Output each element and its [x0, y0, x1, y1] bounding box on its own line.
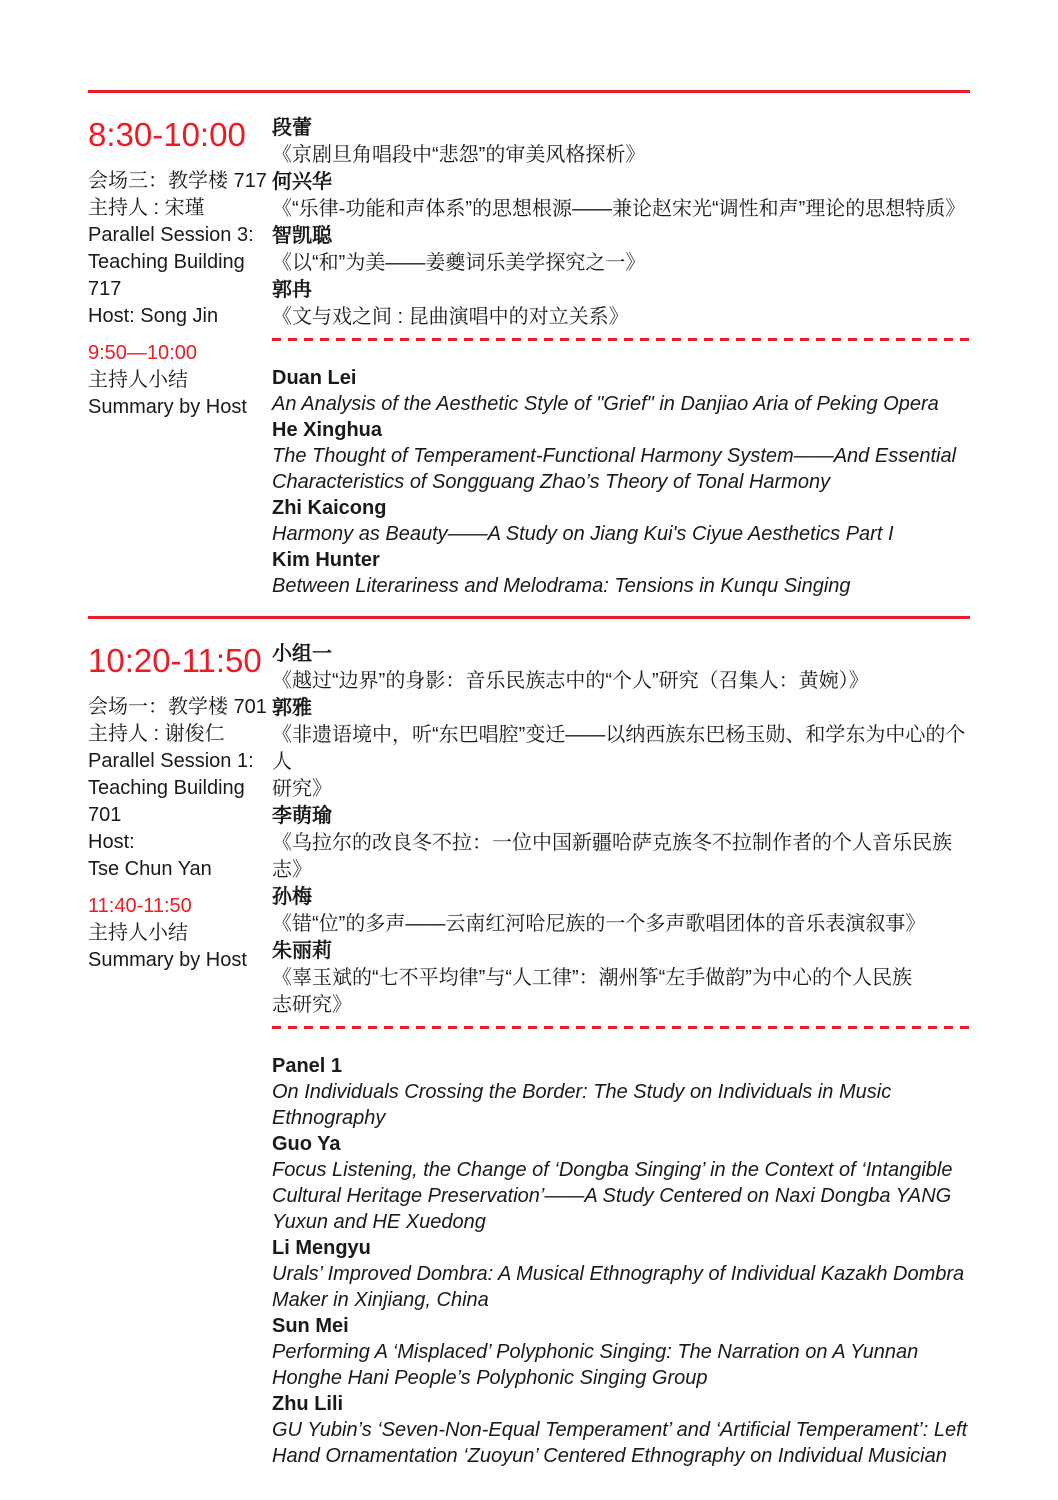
text-line: Teaching Building [88, 251, 245, 273]
presenter-name: 郭雅 [272, 697, 312, 719]
paper-title-line: Cultural Heritage Preservation’——A Study Centered on Naxi Dongba YANG [272, 1185, 952, 1207]
session-block-2 [88, 616, 970, 1469]
presenter-name: 段蕾 [272, 117, 312, 139]
text-line: Teaching Building [88, 777, 245, 799]
summary-time: 11:40-11:50 [88, 895, 192, 917]
paper-title-line: 《辜玉斌的“七不平均律”与“人工律”：潮州筝“左手做韵”为中心的个人民族 [272, 967, 912, 989]
presenter-name: 智凯聪 [272, 225, 332, 247]
chinese-presenter-list [272, 641, 970, 1019]
presenter-name: 孙梅 [272, 886, 312, 908]
text-line: 主持人 : 谢俊仁 [88, 723, 225, 745]
text-line: 701 [88, 804, 122, 826]
summary-time: 9:50—10:00 [88, 342, 197, 364]
session-time: 8:30-10:00 [88, 116, 246, 153]
text-line: Host: Song Jin [88, 305, 219, 327]
text-line: 主持人 : 宋瑾 [88, 197, 205, 219]
session-2-right-column [272, 641, 970, 1469]
paper-title-line: Performing A ‘Misplaced’ Polyphonic Singing: The Narration on A Yunnan [272, 1341, 919, 1363]
summary-labels [88, 920, 272, 974]
text-line: 主持人小结 [88, 922, 188, 944]
paper-title-line: Yuxun and HE Xuedong [272, 1211, 486, 1233]
presenter-name: Li Mengyu [272, 1237, 371, 1259]
session-1-right-column [272, 115, 970, 599]
paper-title-line: 《乌拉尔的改良冬不拉：一位中国新疆哈萨克族冬不拉制作者的个人音乐民族志》 [272, 832, 952, 881]
text-line: Parallel Session 1: [88, 750, 254, 772]
presenter-name: 小组一 [272, 643, 332, 665]
text-line: 主持人小结 [88, 369, 188, 391]
host-summary-block [88, 893, 272, 974]
paper-title-line: Urals’ Improved Dombra: A Musical Ethnography of Individual Kazakh Dombra [272, 1263, 965, 1285]
text-line: Summary by Host [88, 396, 247, 418]
text-line: Host: [88, 831, 135, 853]
paper-title-line: Harmony as Beauty——A Study on Jiang Kui's Ciyue Aesthetics Part I [272, 523, 894, 545]
text-line: Tse Chun Yan [88, 858, 212, 880]
paper-title-line: 《以“和”为美——姜夔词乐美学探究之一》 [272, 252, 646, 274]
session-venue-info [88, 694, 272, 883]
paper-title-line: Maker in Xinjiang, China [272, 1289, 489, 1311]
presenter-name: 李萌瑜 [272, 805, 332, 827]
presenter-name: Kim Hunter [272, 549, 380, 571]
paper-title-line: 《文与戏之间 : 昆曲演唱中的对立关系》 [272, 306, 629, 328]
presenter-name: Duan Lei [272, 367, 357, 389]
presenter-name: He Xinghua [272, 419, 383, 441]
chinese-presenter-list [272, 115, 970, 331]
paper-title-line: Hand Ornamentation ‘Zuoyun’ Centered Ethnography on Individual Musician [272, 1445, 947, 1467]
paper-title-line: 《错“位”的多声——云南红河哈尼族的一个多声歌唱团体的音乐表演叙事》 [272, 913, 926, 935]
presenter-name: Zhi Kaicong [272, 497, 387, 519]
paper-title-line: 《非遗语境中，听“东巴唱腔”变迁——以纳西族东巴杨玉勋、和学东为中心的个人 [272, 724, 966, 773]
dashed-divider [272, 1026, 970, 1029]
presenter-name: Panel 1 [272, 1055, 343, 1077]
dashed-divider [272, 338, 970, 341]
presenter-name: Guo Ya [272, 1133, 341, 1155]
paper-title-line: Honghe Hani People’s Polyphonic Singing Group [272, 1367, 708, 1389]
paper-title-line: 研究》 [272, 778, 332, 800]
english-presenter-list [272, 1053, 970, 1469]
text-line: 717 [88, 278, 122, 300]
paper-title-line: Focus Listening, the Change of ‘Dongba Singing’ in the Context of ‘Intangible [272, 1159, 953, 1181]
session-2-left-column [88, 641, 272, 1469]
presenter-name: 朱丽莉 [272, 940, 332, 962]
session-1-left-column [88, 115, 272, 599]
paper-title-line: 《京剧旦角唱段中“悲怨”的审美风格探析》 [272, 144, 646, 166]
session-venue-info [88, 168, 272, 330]
paper-title-line: 志研究》 [272, 994, 352, 1016]
paper-title-line: 《越过“边界”的身影：音乐民族志中的“个人”研究（召集人：黄婉）》 [272, 670, 869, 692]
english-presenter-list [272, 365, 970, 599]
summary-labels [88, 367, 272, 421]
host-summary-block [88, 340, 272, 421]
presenter-name: Sun Mei [272, 1315, 349, 1337]
presenter-name: Zhu Lili [272, 1393, 344, 1415]
session-time: 10:20-11:50 [88, 642, 262, 679]
paper-title-line: On Individuals Crossing the Border: The Study on Individuals in Music [272, 1081, 892, 1103]
paper-title-line: An Analysis of the Aesthetic Style of "Grief" in Danjiao Aria of Peking Opera [272, 393, 939, 415]
text-line: Parallel Session 3: [88, 224, 254, 246]
text-line: 会场三：教学楼 717 [88, 170, 267, 192]
text-line: Summary by Host [88, 949, 247, 971]
paper-title-line: Between Literariness and Melodrama: Tensions in Kunqu Singing [272, 575, 851, 597]
session-block-1 [88, 90, 970, 599]
paper-title-line: 《“乐律-功能和声体系”的思想根源——兼论赵宋光“调性和声”理论的思想特质》 [272, 198, 966, 220]
paper-title-line: Characteristics of Songguang Zhao’s Theory of Tonal Harmony [272, 471, 831, 493]
presenter-name: 郭冉 [272, 279, 312, 301]
paper-title-line: Ethnography [272, 1107, 386, 1129]
presenter-name: 何兴华 [272, 171, 332, 193]
paper-title-line: The Thought of Temperament-Functional Harmony System——And Essential [272, 445, 957, 467]
text-line: 会场一：教学楼 701 [88, 696, 267, 718]
paper-title-line: GU Yubin’s ‘Seven-Non-Equal Temperament’ and ‘Artificial Temperament’: Left [272, 1419, 968, 1441]
